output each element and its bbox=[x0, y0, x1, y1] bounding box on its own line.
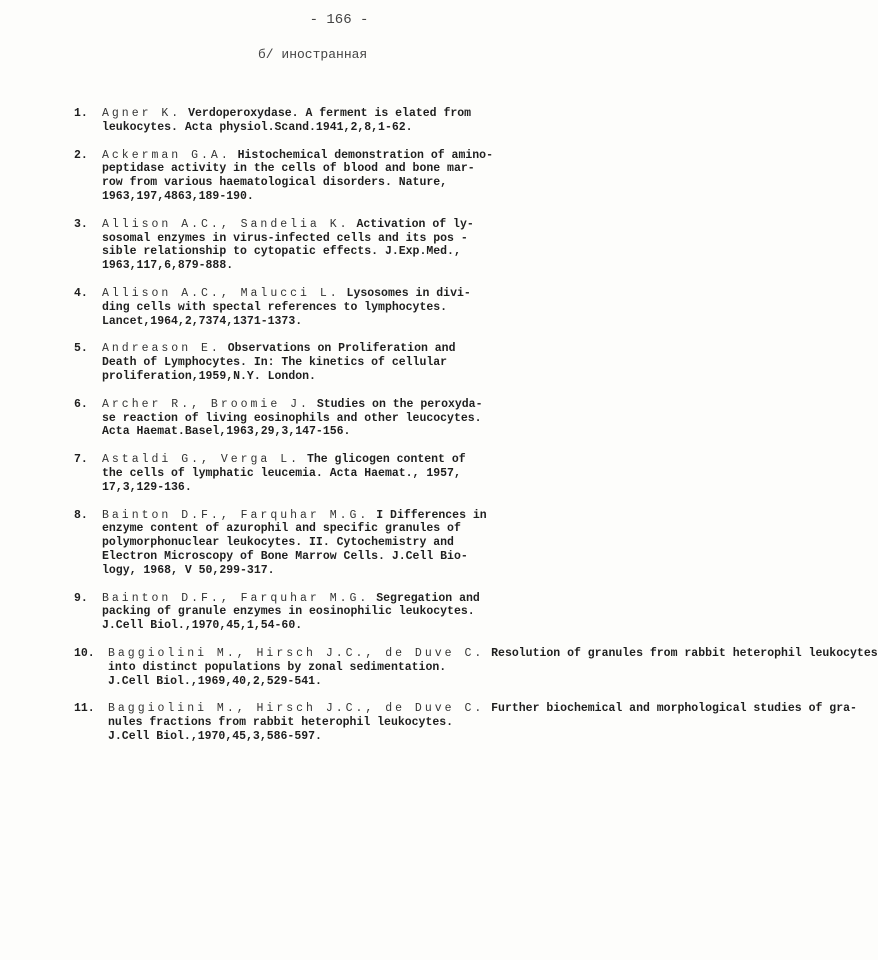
reference-text: Lysosomes in divi- bbox=[346, 286, 471, 300]
reference-line: sible relationship to cytopatic effects. J.Exp.Med., bbox=[102, 245, 461, 259]
reference-line: nules fractions from rabbit heterophil leukocytes. bbox=[108, 716, 454, 730]
reference-text: Histochemical demonstration of amino- bbox=[237, 148, 493, 162]
reference-item bbox=[74, 702, 857, 743]
reference-item bbox=[74, 218, 634, 273]
reference-line: Acta Haemat.Basel,1963,29,3,147-156. bbox=[102, 425, 351, 439]
reference-line: into distinct populations by zonal sedimentation. bbox=[108, 660, 447, 674]
reference-line bbox=[108, 702, 857, 716]
reference-text: Further biochemical and morphological studies of gra- bbox=[491, 702, 857, 716]
reference-number: 10. bbox=[74, 646, 95, 660]
reference-line: J.Cell Biol.,1970,45,1,54-60. bbox=[102, 619, 303, 633]
reference-line bbox=[102, 453, 634, 467]
reference-line: sosomal enzymes in virus-infected cells and its pos - bbox=[102, 231, 468, 245]
page-number: - 166 - bbox=[309, 12, 369, 28]
reference-number: 9. bbox=[74, 591, 88, 605]
reference-line bbox=[102, 592, 634, 606]
reference-authors: Archer R., Broomie J. bbox=[102, 397, 310, 411]
reference-authors: Allison A.C., Malucci L. bbox=[102, 286, 340, 300]
reference-line bbox=[102, 342, 634, 356]
reference-text: The glicogen content of bbox=[306, 453, 466, 467]
reference-line bbox=[102, 149, 634, 163]
reference-item bbox=[74, 107, 634, 135]
reference-text: Verdoperoxydase. A ferment is elated from bbox=[188, 107, 472, 120]
reference-line: enzyme content of azurophil and specific granules of bbox=[102, 522, 461, 536]
reference-authors: Baggiolini M., Hirsch J.C., de Duve C. bbox=[108, 702, 485, 716]
reference-number: 7. bbox=[74, 453, 88, 467]
reference-item bbox=[74, 509, 634, 578]
reference-line bbox=[102, 287, 634, 301]
reference-authors: Bainton D.F., Farquhar M.G. bbox=[102, 508, 370, 522]
reference-line: Lancet,1964,2,7374,1371-1373. bbox=[102, 314, 303, 328]
section-heading: б/ иностранная bbox=[258, 47, 368, 62]
reference-text: Observations on Proliferation and bbox=[227, 342, 456, 356]
reference-list bbox=[74, 107, 878, 758]
reference-line: peptidase activity in the cells of blood and bone mar- bbox=[102, 162, 475, 176]
reference-authors: Astaldi G., Verga L. bbox=[102, 453, 301, 467]
reference-line: row from various haematological disorders. Nature, bbox=[102, 176, 448, 190]
reference-line: polymorphonuclear leukocytes. II. Cytochemistry and bbox=[102, 536, 454, 550]
reference-authors: Baggiolini M., Hirsch J.C., de Duve C. bbox=[108, 646, 485, 660]
reference-item bbox=[74, 287, 634, 328]
reference-line: packing of granule enzymes in eosinophilic leukocytes. bbox=[102, 605, 475, 619]
reference-authors: Andreason E. bbox=[102, 342, 221, 356]
reference-line bbox=[102, 398, 634, 412]
reference-line: the cells of lymphatic leucemia. Acta Haemat., 1957, bbox=[102, 466, 461, 480]
reference-authors: Agner K. bbox=[102, 107, 182, 120]
reference-line: 1963,197,4863,189-190. bbox=[102, 189, 254, 203]
reference-text: Resolution of granules from rabbit heterophil leukocytes bbox=[491, 646, 878, 660]
reference-line: J.Cell Biol.,1969,40,2,529-541. bbox=[108, 674, 322, 688]
reference-line bbox=[108, 646, 878, 661]
reference-item bbox=[74, 149, 634, 204]
reference-authors: Bainton D.F., Farquhar M.G. bbox=[102, 591, 370, 605]
reference-line bbox=[102, 509, 634, 523]
reference-line: se reaction of living eosinophils and other leucocytes. bbox=[102, 411, 482, 425]
reference-line: ding cells with spectal references to lymphocytes. bbox=[102, 300, 448, 314]
reference-line: 1963,117,6,879-888. bbox=[102, 259, 234, 273]
reference-number: 1. bbox=[74, 107, 88, 120]
reference-number: 5. bbox=[74, 342, 88, 356]
reference-number: 6. bbox=[74, 397, 88, 411]
reference-number: 2. bbox=[74, 148, 88, 162]
reference-text: Studies on the peroxyda- bbox=[316, 397, 483, 411]
reference-number: 11. bbox=[74, 702, 95, 716]
reference-text: I Differences in bbox=[376, 508, 487, 522]
reference-authors: Ackerman G.A. bbox=[102, 148, 231, 162]
reference-line: logy, 1968, V 50,299-317. bbox=[102, 563, 275, 577]
reference-line: J.Cell Biol.,1970,45,3,586-597. bbox=[108, 729, 322, 743]
reference-item bbox=[74, 398, 634, 439]
reference-line bbox=[102, 107, 634, 121]
reference-line: Death of Lymphocytes. In: The kinetics of cellular bbox=[102, 356, 448, 370]
reference-text: Segregation and bbox=[376, 591, 480, 605]
reference-item bbox=[74, 342, 634, 383]
reference-line bbox=[102, 218, 634, 232]
reference-number: 8. bbox=[74, 508, 88, 522]
reference-text: Activation of ly- bbox=[356, 217, 474, 231]
reference-line: Electron Microscopy of Bone Marrow Cells. J.Cell Bio- bbox=[102, 549, 468, 563]
reference-line: proliferation,1959,N.Y. London. bbox=[102, 369, 316, 383]
reference-number: 3. bbox=[74, 217, 88, 231]
reference-authors: Allison A.C., Sandelia K. bbox=[102, 217, 350, 231]
reference-line: 17,3,129-136. bbox=[102, 480, 192, 494]
reference-number: 4. bbox=[74, 286, 88, 300]
reference-item bbox=[74, 453, 634, 494]
reference-item bbox=[74, 592, 634, 633]
reference-line: leukocytes. Acta physiol.Scand.1941,2,8,1-62. bbox=[102, 120, 413, 134]
reference-item bbox=[74, 646, 878, 688]
